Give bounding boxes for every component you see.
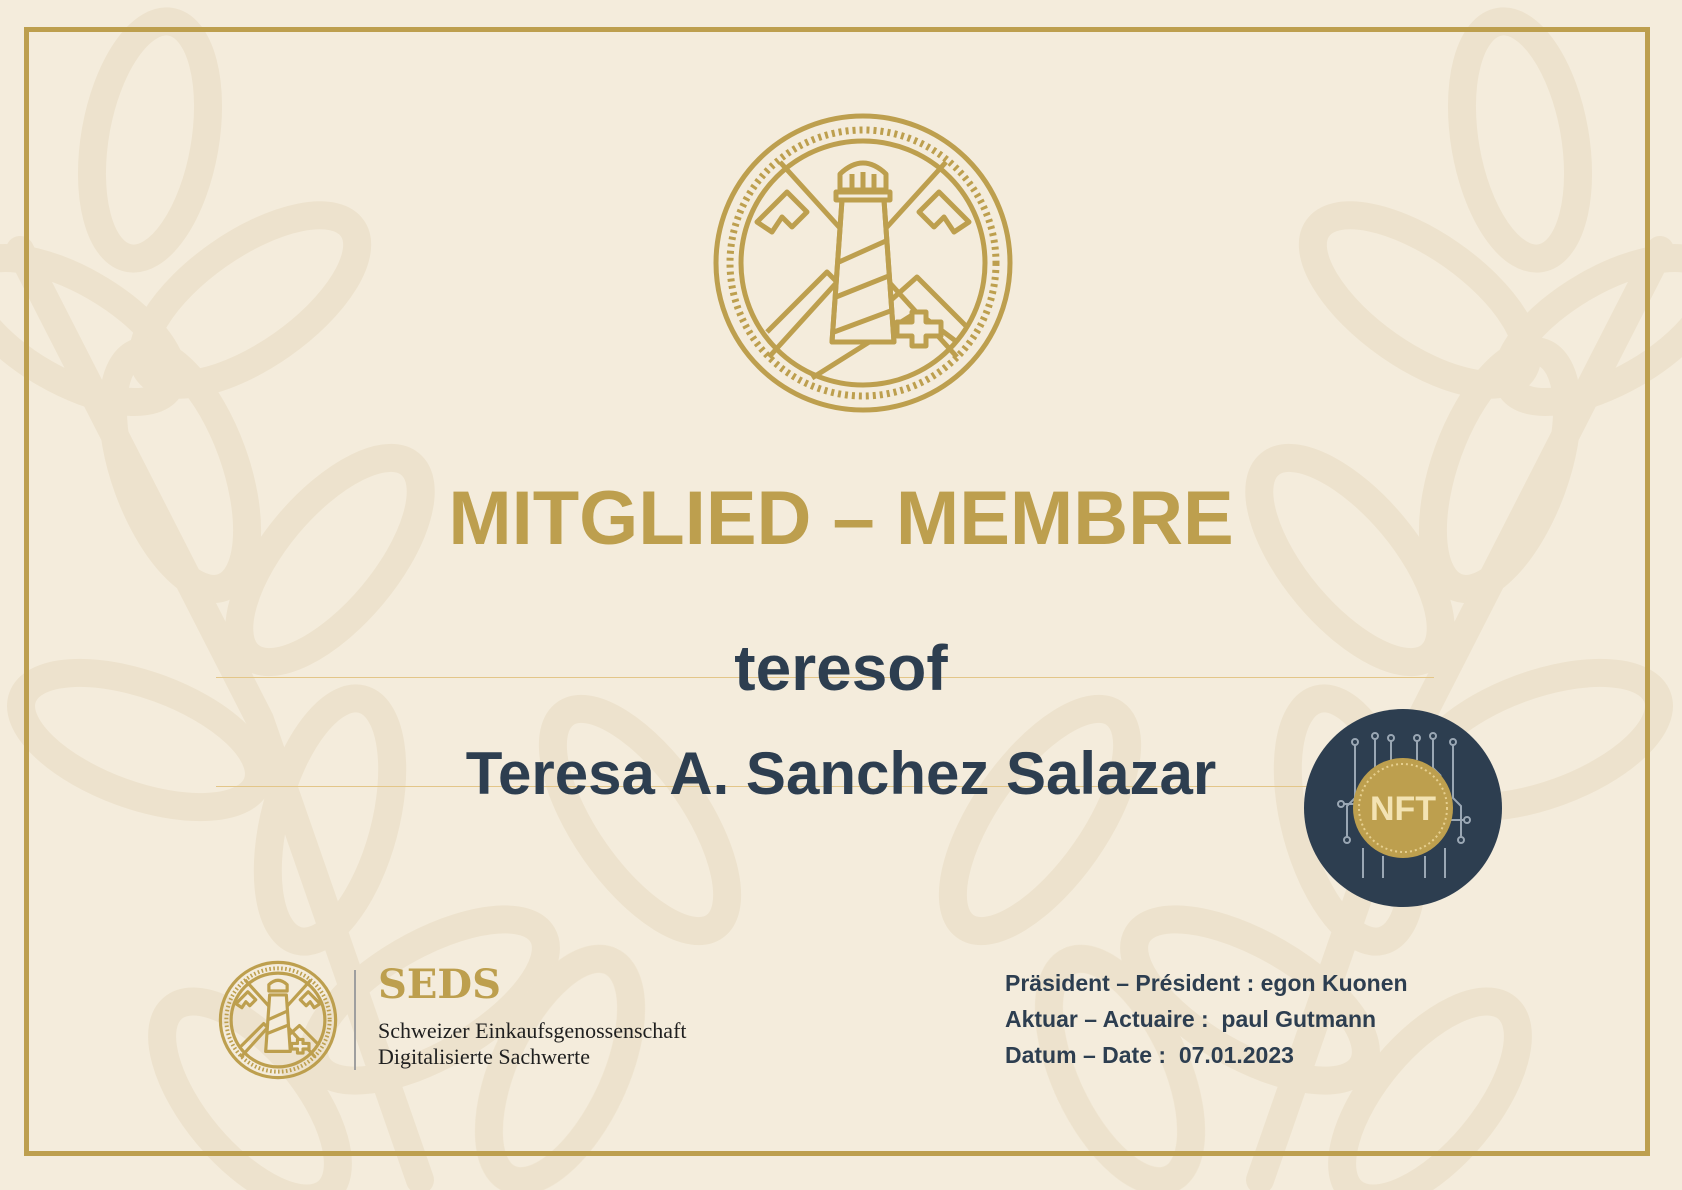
president-line: Präsident – Président : egon Kuonen <box>1005 970 1408 996</box>
certificate-title: MITGLIED – MEMBRE <box>448 476 1234 561</box>
date-line: Datum – Date : 07.01.2023 <box>1005 1042 1294 1068</box>
member-username: teresof <box>734 632 948 704</box>
actuary-line: Aktuar – Actuaire : paul Gutmann <box>1005 1006 1377 1032</box>
lighthouse-hammers-cross-seal-icon <box>712 112 1014 414</box>
org-abbreviation: SEDS <box>378 961 501 1008</box>
member-full-name: Teresa A. Sanchez Salazar <box>465 740 1217 807</box>
org-name-line1: Schweizer Einkaufsgenossenschaft <box>378 1018 687 1043</box>
nft-badge <box>1303 708 1503 908</box>
org-divider <box>354 970 356 1070</box>
nft-label: NFT <box>1369 790 1437 828</box>
org-name-line2: Digitalisierte Sachwerte <box>378 1044 590 1069</box>
lighthouse-seal-small-icon <box>218 960 338 1080</box>
